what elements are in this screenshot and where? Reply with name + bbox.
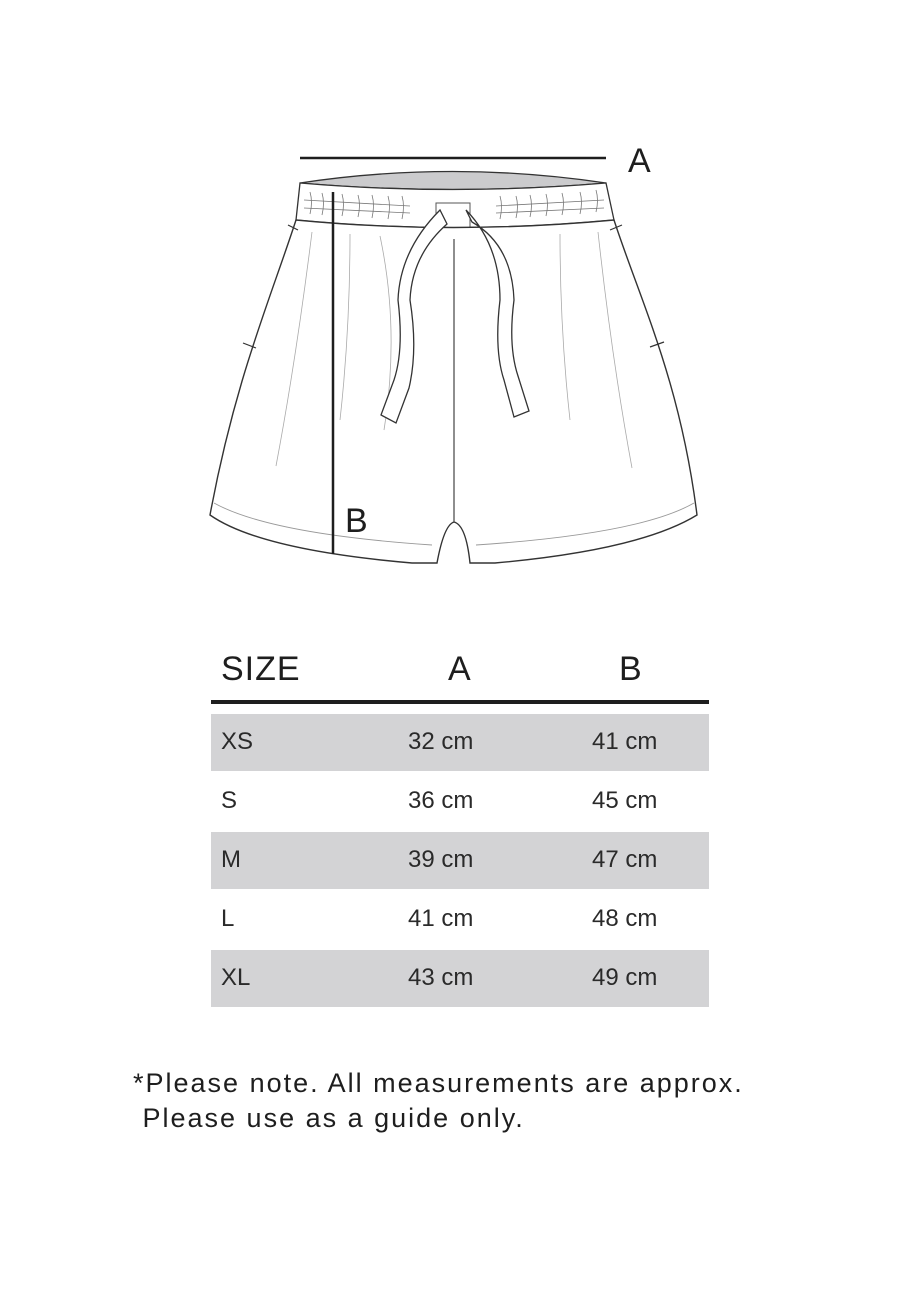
cell-a: 32 cm xyxy=(408,728,474,755)
cell-size: M xyxy=(221,846,241,873)
header-divider xyxy=(211,700,709,704)
cell-b: 49 cm xyxy=(592,964,658,991)
cell-a: 39 cm xyxy=(408,846,474,873)
table-row xyxy=(211,832,709,889)
table-row xyxy=(211,714,709,771)
size-table xyxy=(211,648,709,1009)
header-a: A xyxy=(448,650,472,688)
cell-size: S xyxy=(221,787,238,814)
cell-a: 36 cm xyxy=(408,787,474,814)
table-header xyxy=(211,648,709,700)
table-row xyxy=(211,773,709,830)
cell-a: 43 cm xyxy=(408,964,474,991)
header-size: SIZE xyxy=(221,650,301,688)
header-b: B xyxy=(619,650,643,688)
cell-b: 48 cm xyxy=(592,905,658,932)
cell-b: 47 cm xyxy=(592,846,658,873)
cell-b: 41 cm xyxy=(592,728,658,755)
note-line-2: Please use as a guide only. xyxy=(133,1103,525,1133)
shorts-diagram xyxy=(0,0,909,600)
note-line-1: *Please note. All measurements are approx. xyxy=(133,1068,744,1098)
table-row xyxy=(211,950,709,1007)
measurement-note xyxy=(133,1066,744,1136)
dimension-a-label: A xyxy=(628,142,651,180)
table-row xyxy=(211,891,709,948)
cell-size: XL xyxy=(221,964,251,991)
cell-b: 45 cm xyxy=(592,787,658,814)
cell-a: 41 cm xyxy=(408,905,474,932)
cell-size: XS xyxy=(221,728,254,755)
dimension-b-label: B xyxy=(345,502,368,540)
cell-size: L xyxy=(221,905,235,932)
